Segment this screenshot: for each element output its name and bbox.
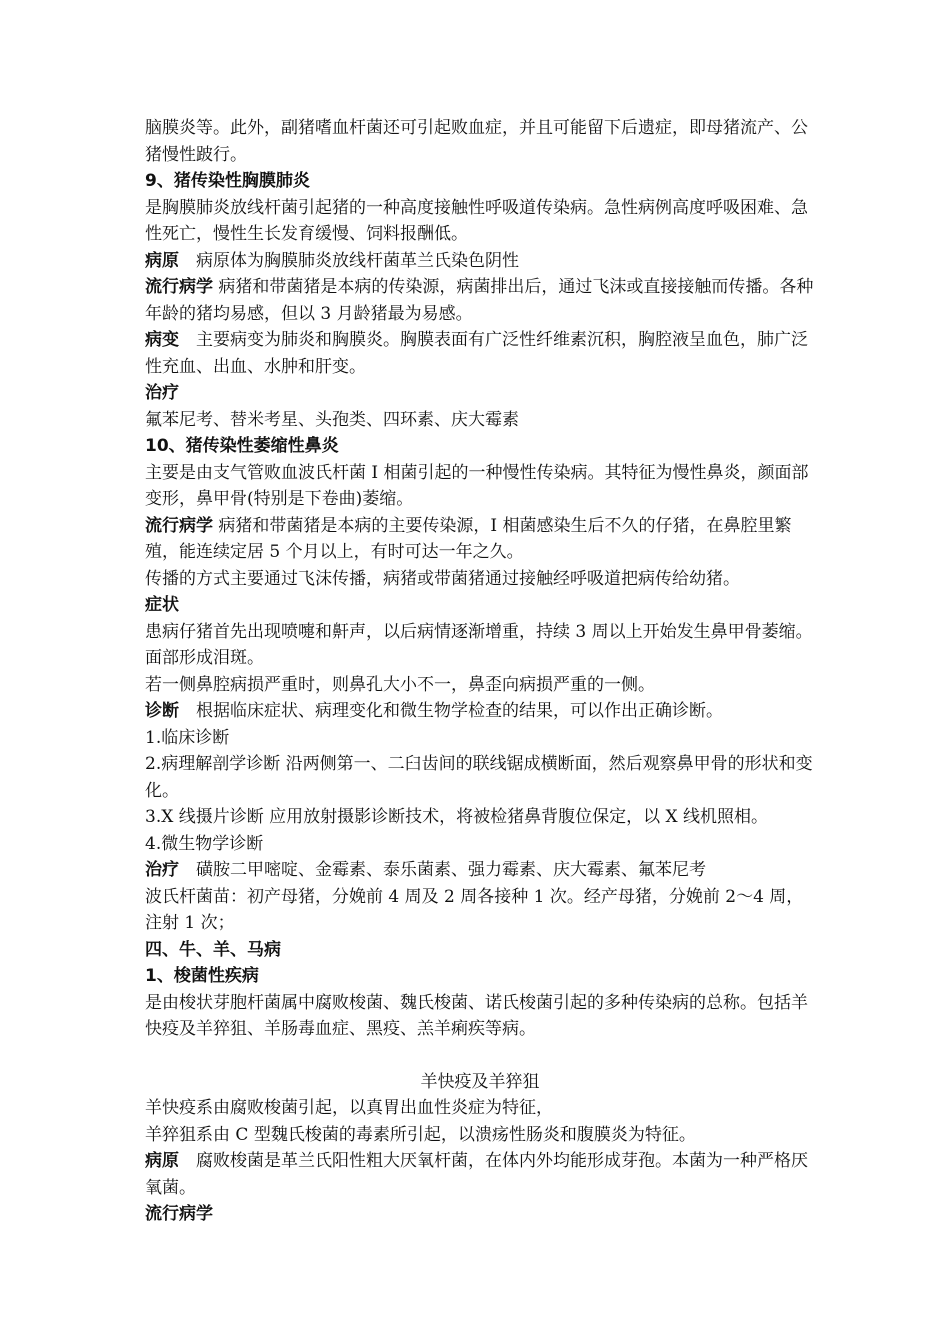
paragraph [145, 513, 815, 566]
paragraph-text: 腐败梭菌是革兰氏阳性粗大厌氧杆菌，在体内外均能形成芽孢。本菌为一种严格厌氧菌。 [145, 1151, 808, 1198]
paragraph: 传播的方式主要通过飞沫传播，病猪或带菌猪通过接触经呼吸道把病传给幼猪。 [145, 568, 740, 589]
spacer [145, 1043, 815, 1069]
list-item: 4.微生物学诊断 [145, 833, 264, 854]
paragraph: 是由梭状芽胞杆菌属中腐败梭菌、魏氏梭菌、诺氏梭菌引起的多种传染病的总称。包括羊快疫及羊猝狙、羊肠毒血症、黑疫、羔羊痢疾等病。 [145, 992, 808, 1039]
paragraph-text: 根据临床症状、病理变化和微生物学检查的结果，可以作出正确诊断。 [179, 701, 723, 721]
chapter-heading: 四、牛、羊、马病 [145, 939, 281, 960]
paragraph-text: 病猪和带菌猪是本病的主要传染源，I 相菌感染生后不久的仔猪，在鼻腔里繁殖，能连续定居 5 个月以上，有时可达一年之久。 [145, 515, 792, 562]
section-heading: 1、梭菌性疾病 [145, 966, 259, 986]
paragraph [145, 327, 815, 380]
label-epidemiology: 流行病学 [145, 277, 213, 297]
paragraph: 波氏杆菌苗：初产母猪，分娩前 4 周及 2 周各接种 1 次。经产母猪，分娩前 2～4 周，注射 1 次； [145, 886, 804, 933]
paragraph [145, 857, 815, 884]
document-page [145, 115, 815, 1228]
paragraph-text: 主要病变为肺炎和胸膜炎。胸膜表面有广泛性纤维素沉积，胸腔液呈血色，肺广泛性充血、出血、水肿和肝变。 [145, 330, 808, 377]
section-heading: 10、猪传染性萎缩性鼻炎 [145, 436, 339, 456]
paragraph [145, 698, 815, 725]
paragraph: 脑膜炎等。此外，副猪嗜血杆菌还可引起败血症，并且可能留下后遗症，即母猪流产、公猪慢性跛行。 [145, 118, 808, 165]
paragraph: 面部形成泪斑。 [145, 648, 264, 668]
paragraph: 是胸膜肺炎放线杆菌引起猪的一种高度接触性呼吸道传染病。急性病例高度呼吸困难、急性死亡，慢性生长发育缓慢、饲料报酬低。 [145, 197, 808, 244]
list-item: 2.病理解剖学诊断 沿两侧第一、二臼齿间的联线锯成横断面，然后观察鼻甲骨的形状和变化。 [145, 754, 813, 801]
paragraph [145, 248, 815, 275]
label-treatment: 治疗 [145, 860, 179, 880]
centered-subtitle: 羊快疫及羊猝狙 [420, 1071, 540, 1092]
section-heading: 9、猪传染性胸膜肺炎 [145, 171, 310, 191]
paragraph-text: 磺胺二甲嘧啶、金霉素、泰乐菌素、强力霉素、庆大霉素、氟苯尼考 [179, 860, 706, 880]
paragraph [145, 1148, 815, 1201]
label-epidemiology: 流行病学 [145, 1204, 213, 1224]
list-item: 1.临床诊断 [145, 727, 230, 748]
label-pathogen: 病原 [145, 250, 179, 271]
paragraph: 羊快疫系由腐败梭菌引起，以真胃出血性炎症为特征， [145, 1098, 553, 1118]
paragraph: 羊猝狙系由 C 型魏氏梭菌的毒素所引起，以溃疡性肠炎和腹膜炎为特征。 [145, 1124, 696, 1145]
label-epidemiology: 流行病学 [145, 515, 213, 536]
paragraph-text: 病猪和带菌猪是本病的传染源，病菌排出后，通过飞沫或直接接触而传播。各种年龄的猪均易感，但以 3 月龄猪最为易感。 [145, 277, 814, 324]
paragraph [145, 274, 815, 327]
label-treatment: 治疗 [145, 383, 179, 403]
paragraph: 若一侧鼻腔病损严重时，则鼻孔大小不一，鼻歪向病损严重的一侧。 [145, 674, 655, 695]
paragraph: 主要是由支气管败血波氏杆菌 I 相菌引起的一种慢性传染病。其特征为慢性鼻炎，颜面部变形，鼻甲骨(特别是下卷曲)萎缩。 [145, 462, 809, 509]
label-lesions: 病变 [145, 330, 179, 350]
list-item: 3.X 线摄片诊断 应用放射摄影诊断技术，将被检猪鼻背腹位保定，以 X 线机照相。 [145, 807, 769, 827]
paragraph-text: 病原体为胸膜肺炎放线杆菌革兰氏染色阴性 [179, 250, 519, 271]
label-pathogen: 病原 [145, 1151, 179, 1171]
paragraph: 患病仔猪首先出现喷嚏和鼾声，以后病情逐渐增重，持续 3 周以上开始发生鼻甲骨萎缩。 [145, 621, 813, 642]
paragraph: 氟苯尼考、替米考星、头孢类、四环素、庆大霉素 [145, 409, 519, 430]
label-symptoms: 症状 [145, 595, 179, 615]
label-diagnosis: 诊断 [145, 701, 179, 721]
